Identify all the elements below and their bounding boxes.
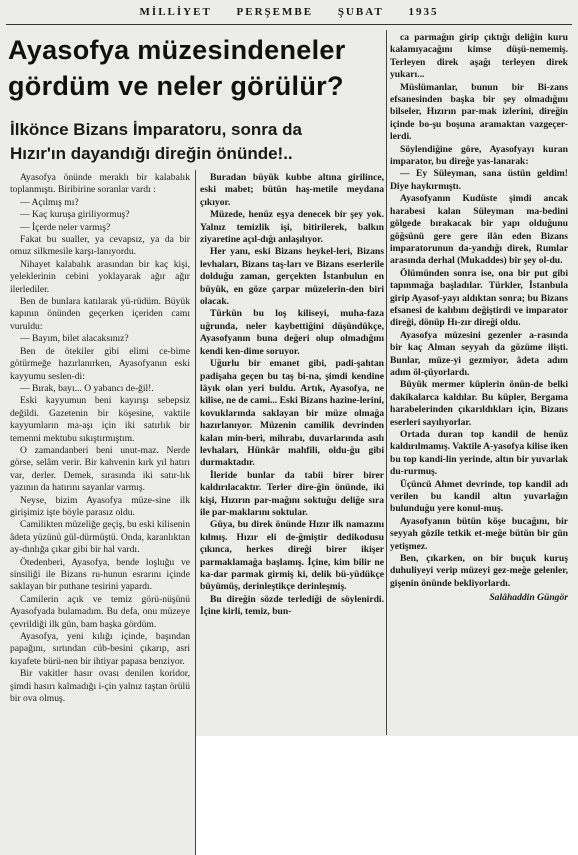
subhead-line-1: İlkönce Bizans İmparatoru, sonra da <box>10 120 302 139</box>
paragraph: Ayasofyanın Kudüste şimdi ancak harabesi kalan Süleyman ma-bedini gölgede bırakacak bir yapı olduğunu göğsünü gere gere ilân eden Bizans imparatorunun da-yandığı direk, Rumlar arasında derhal (Mukaddes) bir şey ol-du. <box>390 193 568 267</box>
headline-line-2: gördüm ve neler görülür? <box>8 71 344 101</box>
paragraph: Ben de ötekiler gibi elimi ce-bime götürmeğe hazırlanırken, Ayasofyanın eski kayyumu seslen-di: <box>10 345 190 382</box>
paragraph: — Açılmış mı? <box>20 196 79 208</box>
paragraph: Üçüncü Ahmet devrinde, top kandil adı verilen bu kandil altın yuvarlağın bulunduğu yere konul-muş. <box>390 478 568 515</box>
paragraph: Müslümanlar, bunun bir Bi-zans efsanesinden başka bir şey olmadığını bilseler, Hızırın par-mak izlerini, direğin içinde bo-şu boşuna aramaktan vazgeçer-lerdi. <box>390 81 568 143</box>
paragraph: — Kaç kuruşa giriliyormuş? <box>20 209 130 221</box>
paragraph: Bu direğin sözde terlediği de söylenirdi. İçine kirli, temiz, bun- <box>200 593 384 618</box>
paragraph: — Ey Süleyman, sana üstün geldim! Diye haykırmıştı. <box>390 168 568 192</box>
masthead-day: PERŞEMBE <box>236 6 314 18</box>
article-subheadline <box>10 118 380 166</box>
author-signature: Salâhaddin Güngör <box>489 592 568 604</box>
paragraph: Uğurlu bir emanet gibi, padi-şahtan padişaha geçen bu taş bi-na, şimdi kendine lâyık olan yeri buldu. Artık, Ayasofya, ne kilise, ne de cami... Eski Bizans hazine-lerini, kovuklarında saklayan bir müze olmağa hazırlanıyor. Müzenin camilik devrinden kalan min-beri, mihrabı, duvarlarında asılı levhaları, Hünkâr mahfili, oldu-ğu gibi durmaktadır. <box>200 358 384 469</box>
paragraph: Güya, bu direk önünde Hızır ilk namazını kılmış. Hızır eli de-ğmiştir dedikodusu çıkınca, herkes direği birer ikişer parmaklamağa başlamış. İçine, kim bilir ne ka-dar parmak girmiş ki, delik bü-yüdükçe büyümüş, derinleştikçe derinleşmiş. <box>200 519 384 593</box>
column-divider-2 <box>386 30 387 735</box>
paragraph: Türkün bu loş kiliseyi, muha-faza uğrunda, neler kaybettiğini düşündükçe, Ayasofyanın buna değeri olup olmadığını kendi ken-dime soruyor. <box>200 308 384 357</box>
paragraph: — Bayım, bilet alacaksınız? <box>20 333 129 345</box>
paragraph: Ölümünden sonra ise, ona bir put gibi tapınmağa başladılar. Türkler, İstanbula girip Ayasof-yayı aldıktan sonra; bu Bizans efsanesi de kalıbını değiştirdi ve imparator direği, dönüp Hı-zır direği oldu. <box>390 267 568 329</box>
paragraph: O zamandanberi beni unut-maz. Nerde görse, selâm verir. Bir kahvenin kırk yıl hatırı var, derler. Demek, sırasında iki satır-lık yazının da hatırını sayanlar varmış. <box>10 444 190 494</box>
paragraph: Camilerin açık ve temiz görü-nüşünü Ayasofyada bulamadım. Bu defa, onu müzeye çevrildiği ilk gün, bam başka gördüm. <box>10 593 190 630</box>
masthead-year: 1935 <box>408 6 439 18</box>
subhead-line-2: Hızır'ın dayandığı direğin önünde!.. <box>10 144 293 163</box>
paragraph: Ayasofya önünde meraklı bir kalabalık toplanmıştı. Biribirine soranlar vardı : <box>10 172 190 196</box>
paragraph: İleride bunlar da tabii birer birer kaldırılacaktır. Terler dire-ğin önünde, iki kişi, Hızırın par-mağını soktuğu deliğe sıra ile par-maklarını soktular. <box>200 469 384 518</box>
paragraph: Nihayet kalabalık arasından bir kaç kişi, yeleklerinin cebini yoklayarak ağır ağır ilerlediler. <box>10 258 190 295</box>
paragraph: Her yanı, eski Bizans heykel-leri, Bizans levhaları, Bizans taş-ları ve Bizans eserlerile dolduğu zaman, gerçekten İstanbulun en büyük, en göze çarpar müzelerin-den biri olacak. <box>200 246 384 308</box>
paragraph: Ötedenberi, Ayasofya, bende loşluğu ve sinsiliği ile Bizans ru-hunun esrarını içinde saklayan bir puthane tesirini yapardı. <box>10 556 190 593</box>
paragraph: Ayasofyanın bütün köşe bucağını, bir seyyah gözile tetkik et-meğe bütün bir gün yetişmez. <box>390 515 568 552</box>
paragraph: Buradan büyük kubbe altına girilince, eski mabet; bütün haş-metile meydana çıkıyor. <box>200 172 384 208</box>
paragraph: Fakat bu sualler, ya cevapsız, ya da bir omuz silkmesile karşı-lanıyordu. <box>10 234 190 258</box>
paragraph: Ortada duran top kandil de henüz kaldırılmamış. Vaktile A-yasofya kilise iken bu top kandi-lin yerinde, altın bir yuvarlak du-rurmuş. <box>390 429 568 478</box>
paragraph: Eski kayyumun beni kayırışı sebepsiz değildi. Gazetenin bir köşesine, vaktile kayyumların ma-aşı için iki satırlık bir temenni mektubu sıkıştırmıştım. <box>10 395 190 444</box>
paragraph: — İçerde neler varmış? <box>20 221 111 233</box>
masthead-month: ŞUBAT <box>337 6 384 18</box>
paragraph: Ben, çıkarken, on bir buçuk kuruş duhuliyeyi verip müzeyi gez-meğe gelenler, gişenin önünde bekliyorlardı. <box>390 553 568 589</box>
paragraph: Söylendiğine göre, Ayasofyayı kuran imparator, bu direğe yas-lanarak: <box>390 143 568 168</box>
paragraph: Müzede, henüz eşya denecek bir şey yok. Yalnız temizlik işi, bitirilerek, balkın ziyaretine açıl-dığı anlaşılıyor. <box>200 209 384 246</box>
article-column-1 <box>10 172 190 848</box>
paragraph: Camilikten müzeliğe geçiş, bu eski kilisenin âdeta yüzünü gül-dürmüştü. Onda, karanlıktan ay-dınlığa çıkar gibi bir hal vardı. <box>10 519 190 556</box>
article-column-2 <box>200 172 384 730</box>
headline-line-1: Ayasofya müzesindeneler <box>8 35 346 65</box>
paragraph: — Bırak, bayı... O yabancı de-ğil!. <box>20 382 154 394</box>
article-column-3 <box>390 32 568 732</box>
paragraph: Neyse, bizim Ayasofya müze-sine ilk girişimiz işte böyle parasız oldu. <box>10 494 190 518</box>
paragraph: Ben de bunlara katılarak yü-rüdüm. Büyük kapının önünden geçerken içeriden camı vuruldu: <box>10 296 190 332</box>
masthead-paper: MİLLİYET <box>139 6 212 18</box>
masthead-dateline <box>0 6 578 24</box>
paragraph: Ayasofya, yeni kılığı içinde, başından papağını, sırtından cüb-besini çıkarıp, asri kıyafete bürü-nen bir ihtiyar papasa benziyor. <box>10 631 190 667</box>
masthead-rule <box>6 24 572 25</box>
paragraph: Ayasofya müzesini gezenler a-rasında bir kaç Alman seyyah da gözüme ilişti. Bunlar, müze-yi gezmiyor, âdeta adım adım öl-çüyorlardı. <box>390 329 568 378</box>
paragraph: Büyük mermer küplerin önün-de belki dakikalarca kaldılar. Bu küpler, Bergama harabelerinden çıkarıldıkları için, Bizans eserleri sayılıyorlar. <box>390 379 568 428</box>
paragraph: Bir vakitler hasır ovası denilen koridor, şimdi hasırı kalmadığı i-çin yalnız taştan örülü bir ova olmuş. <box>10 668 190 705</box>
paragraph: ca parmağın girip çıktığı deliğin kuru kalamıyacağını kimse düşü-nememiş. Terleyen direk aşağı terleyen direk yukarı... <box>390 32 568 81</box>
empty-margin <box>196 736 578 855</box>
article-headline <box>8 32 380 104</box>
